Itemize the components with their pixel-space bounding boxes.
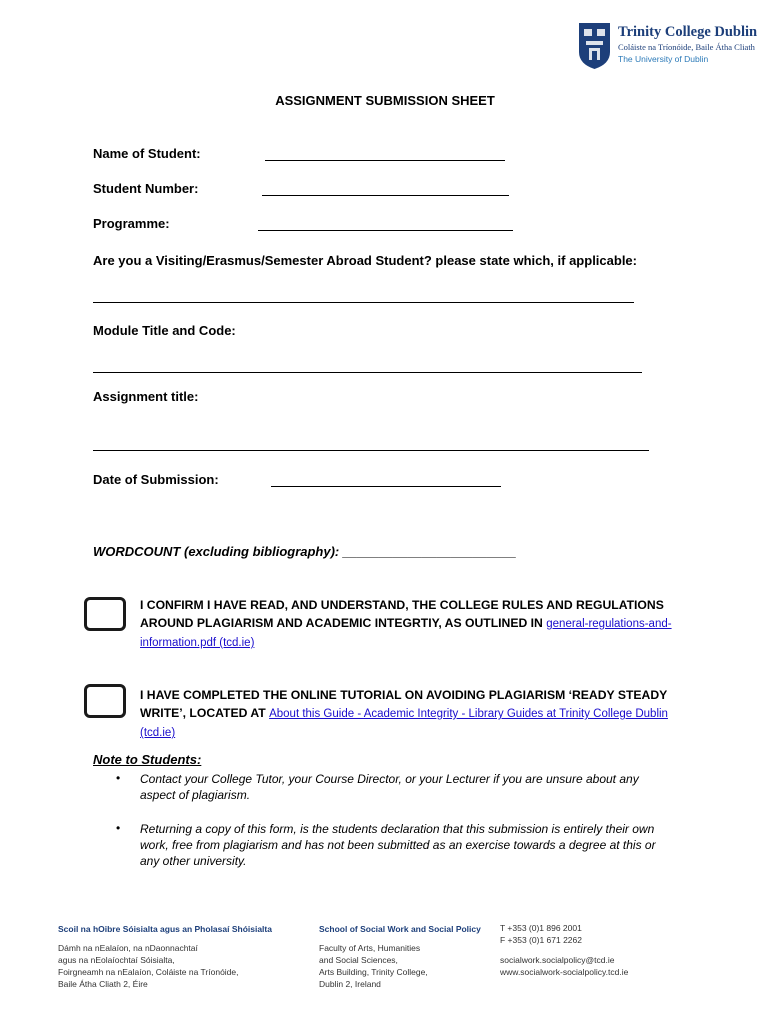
tcd-shield-icon bbox=[578, 22, 611, 70]
page-title: ASSIGNMENT SUBMISSION SHEET bbox=[275, 93, 495, 108]
note-item: Returning a copy of this form, is the students declaration that this submission is entirely their own work, free from plagiarism and has not been submitted as an exercise towards a degree at this or any other university. bbox=[140, 822, 656, 868]
submission-date-label: Date of Submission: bbox=[93, 472, 219, 487]
visiting-student-question: Are you a Visiting/Erasmus/Semester Abroad Student? please state which, if applicable: bbox=[93, 253, 637, 268]
bullet-icon: • bbox=[116, 821, 121, 835]
confirm-regulations-checkbox[interactable] bbox=[84, 597, 126, 631]
logo-subtitle-english: The University of Dublin bbox=[618, 54, 709, 64]
note-item: Contact your College Tutor, your Course Director, or your Lecturer if you are unsure about any aspect of plagiarism. bbox=[140, 772, 639, 802]
student-name-line[interactable] bbox=[265, 160, 505, 161]
confirm-tutorial-text: I HAVE COMPLETED THE ONLINE TUTORIAL ON AVOIDING PLAGIARISM ‘READY STEADY WRITE’, LOCATED AT bbox=[140, 688, 668, 720]
footer-irish-line: Foirgneamh na nEalaíon, Coláiste na Tríonóide, bbox=[58, 967, 239, 977]
bullet-icon: • bbox=[116, 771, 121, 785]
footer-irish-heading: Scoil na hOibre Sóisialta agus an Pholasaí Shóisialta bbox=[58, 924, 272, 934]
footer-english-line: Dublin 2, Ireland bbox=[319, 979, 381, 989]
student-name-label: Name of Student: bbox=[93, 146, 201, 161]
notes-heading: Note to Students: bbox=[93, 752, 202, 767]
footer-irish-line: Dámh na nEalaíon, na nDaonnachtaí bbox=[58, 943, 198, 953]
footer-english-line: Faculty of Arts, Humanities bbox=[319, 943, 421, 953]
footer-email[interactable]: socialwork.socialpolicy@tcd.ie bbox=[500, 955, 615, 965]
footer-english-line: Arts Building, Trinity College, bbox=[319, 967, 428, 977]
wordcount-field[interactable]: WORDCOUNT (excluding bibliography): ________________________ bbox=[93, 544, 517, 559]
confirm-tutorial-statement bbox=[140, 686, 680, 742]
student-number-line[interactable] bbox=[262, 195, 509, 196]
programme-line[interactable] bbox=[258, 230, 513, 231]
footer-english-heading: School of Social Work and Social Policy bbox=[319, 924, 481, 934]
footer-irish-line: agus na nEolaíochtaí Sóisialta, bbox=[58, 955, 175, 965]
regulations-link[interactable]: general-regulations-and-information.pdf (tcd.ie) bbox=[140, 618, 672, 649]
module-title-line[interactable] bbox=[93, 372, 642, 373]
module-title-label: Module Title and Code: bbox=[93, 323, 236, 338]
logo-subtitle-irish: Coláiste na Tríonóide, Baile Átha Cliath bbox=[618, 42, 755, 52]
logo-title: Trinity College Dublin bbox=[618, 24, 758, 40]
tcd-logo bbox=[578, 22, 758, 74]
confirm-regulations-text: I CONFIRM I HAVE READ, AND UNDERSTAND, THE COLLEGE RULES AND REGULATIONS AROUND PLAGIARISM AND ACADEMIC INTEGRTIY, AS OUTLINED IN bbox=[140, 598, 664, 630]
submission-date-line[interactable] bbox=[271, 486, 501, 487]
footer-english-line: and Social Sciences, bbox=[319, 955, 398, 965]
assignment-title-label: Assignment title: bbox=[93, 389, 199, 404]
confirm-regulations-statement bbox=[140, 596, 680, 652]
footer-phone: T +353 (0)1 896 2001 bbox=[500, 923, 582, 933]
student-number-label: Student Number: bbox=[93, 181, 199, 196]
footer-irish-line: Baile Átha Cliath 2, Éire bbox=[58, 979, 148, 989]
footer-website[interactable]: www.socialwork-socialpolicy.tcd.ie bbox=[500, 967, 629, 977]
programme-label: Programme: bbox=[93, 216, 170, 231]
footer-fax: F +353 (0)1 671 2262 bbox=[500, 935, 582, 945]
visiting-student-line[interactable] bbox=[93, 302, 634, 303]
confirm-tutorial-checkbox[interactable] bbox=[84, 684, 126, 718]
tutorial-link[interactable]: About this Guide - Academic Integrity - Library Guides at Trinity College Dublin (tcd.ie) bbox=[140, 708, 668, 739]
assignment-title-line[interactable] bbox=[93, 450, 649, 451]
